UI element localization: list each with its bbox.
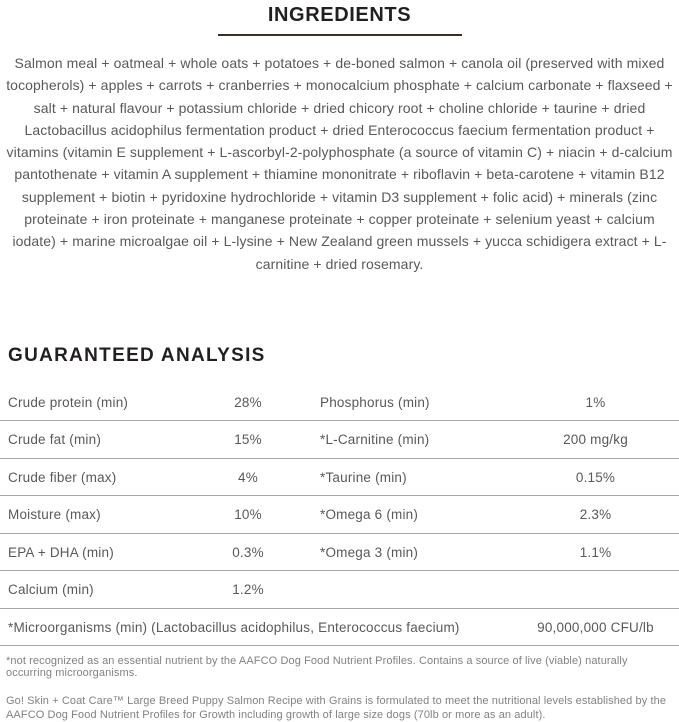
- ingredients-title: INGREDIENTS: [267, 4, 412, 26]
- table-row: [0, 534, 679, 572]
- nutrient-label: Crude fat (min): [8, 432, 102, 448]
- guaranteed-analysis-title: GUARANTEED ANALYSIS: [8, 344, 266, 366]
- table-row: [0, 496, 679, 534]
- nutrient-label: Crude protein (min): [8, 394, 129, 410]
- nutrient-value: 2.3%: [579, 507, 612, 523]
- footnote-asterisk-note: *not recognized as an essential nutrient by the AAFCO Dog Food Nutrient Profiles. Contains a source of live (viable) naturally occurring microorganisms.: [6, 655, 628, 680]
- table-row: [0, 571, 679, 609]
- nutrient-value: 10%: [234, 507, 262, 523]
- nutrient-label: *Omega 3 (min): [320, 544, 419, 560]
- nutrient-value: 0.15%: [575, 469, 616, 485]
- footnote-aafco-statement: Go! Skin + Coat Care™ Large Breed Puppy Salmon Recipe with Grains is formulated to meet the nutritional levels established by the AAFCO Dog Food Nutrient Profiles for Growth including growth of large size dogs (70lb or more as an adult).: [6, 695, 667, 722]
- nutrient-value: 1.2%: [232, 582, 264, 598]
- nutrient-value: 1.1%: [579, 544, 612, 560]
- nutrient-label: *Taurine (min): [320, 469, 407, 485]
- guaranteed-analysis-table: [0, 384, 679, 647]
- ingredients-paragraph: Salmon meal + oatmeal + whole oats + potatoes + de-boned salmon + canola oil (preserved with mixed tocopherols) + apples + carrots + cranberries + monocalcium phosphate + calcium carbonate + flaxseed + salt + natural flavour + potassium chloride + dried chicory root + choline chloride + taurine + dried Lactobacillus acidophilus fermentation product + dried Enterococcus faecium fermentation product + vitamins (vitamin E supplement + L-ascorbyl-2-polyphosphate (a source of vitamin C) + niacin + d-calcium pantothenate + vitamin A supplement + thiamine mononitrate + riboflavin + beta-carotene + vitamin B12 supplement + biotin + pyridoxine hydrochloride + vitamin D3 supplement + folic acid) + minerals (zinc proteinate + iron proteinate + manganese proteinate + copper proteinate + selenium yeast + calcium iodate) + marine microalgae oil + L-lysine + New Zealand green mussels + yucca schidigera extract + L-carnitine + dried rosemary.: [6, 55, 673, 272]
- nutrient-label: Phosphorus (min): [320, 394, 430, 410]
- nutrient-label: *Omega 6 (min): [320, 507, 419, 523]
- nutrient-label: *L-Carnitine (min): [320, 432, 430, 448]
- table-row: [0, 421, 679, 459]
- table-row-microorganisms: [0, 609, 679, 647]
- nutrient-value: 15%: [234, 432, 262, 448]
- nutrient-value: 90,000,000 CFU/lb: [537, 619, 654, 635]
- table-row: [0, 459, 679, 497]
- nutrient-value: 1%: [585, 394, 606, 410]
- nutrient-label: Crude fiber (max): [8, 469, 117, 485]
- table-row: [0, 384, 679, 422]
- nutrient-value: 28%: [234, 394, 262, 410]
- nutrient-label: *Microorganisms (min) (Lactobacillus acidophilus, Enterococcus faecium): [8, 619, 460, 635]
- ingredients-title-rule: [218, 34, 462, 36]
- nutrient-label: Moisture (max): [8, 507, 101, 523]
- nutrient-value: 200 mg/kg: [563, 432, 628, 448]
- nutrient-label: EPA + DHA (min): [8, 544, 114, 560]
- nutrient-value: 0.3%: [232, 544, 264, 560]
- nutrient-value: 4%: [238, 469, 258, 485]
- nutrient-label: Calcium (min): [8, 582, 94, 598]
